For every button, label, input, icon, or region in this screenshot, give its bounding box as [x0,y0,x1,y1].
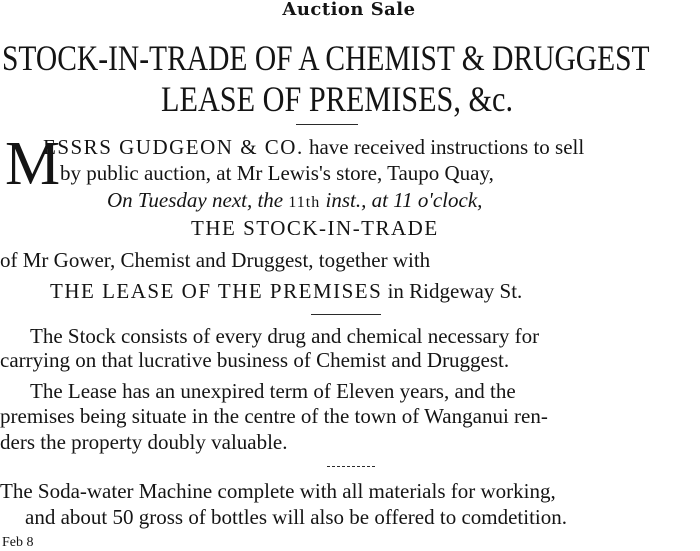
stock-heading: THE STOCK-IN-TRADE [191,216,439,240]
auction-date-text-a: On Tuesday next, the [107,188,289,212]
title-line-2: LEASE OF PREMISES, &c. [161,79,513,119]
lease-paragraph-line-1: The Lease has an unexpired term of Eleven years, and the [30,379,516,403]
intro-line-5: of Mr Gower, Chemist and Druggest, together with [0,248,431,272]
lease-paragraph-line-2: premises being situate in the centre of the town of Wanganui ren- [0,404,548,428]
auction-day: 11th [288,194,321,211]
short-rule-top [296,124,358,125]
short-rule-bottom [327,466,375,468]
soda-paragraph-line-2: and about 50 gross of bottles will also be offered to comdetition. [25,505,568,529]
stock-paragraph-line-2: carrying on that lucrative business of Chemist and Druggest. [0,348,510,372]
intro-line-2: by public auction, at Mr Lewis's store, Taupo Quay, [60,161,494,185]
intro-line-1-text: have received instructions to sell [303,135,585,159]
auctioneer-name: ESSRS GUDGEON & CO. [43,135,304,159]
lease-line [50,281,522,302]
title-line-1: STOCK-IN-TRADE OF A CHEMIST & DRUGGEST [2,38,650,78]
drop-cap: M [5,130,61,198]
auction-date-line [107,190,482,211]
lease-paragraph-line-3: ders the property doubly valuable. [0,430,288,454]
soda-paragraph-line-1: The Soda-water Machine complete with all materials for working, [0,479,556,503]
short-rule-middle [311,314,381,315]
intro-line-1 [43,137,584,158]
publication-date: Feb 8 [2,535,34,550]
section-heading: Auction Sale [282,0,416,20]
auction-date-text-b: inst., at 11 o'clock, [320,188,483,212]
lease-location: in Ridgeway St. [382,279,523,303]
lease-heading: THE LEASE OF THE PREMISES [50,279,383,303]
stock-paragraph-line-1: The Stock consists of every drug and chemical necessary for [30,324,540,348]
